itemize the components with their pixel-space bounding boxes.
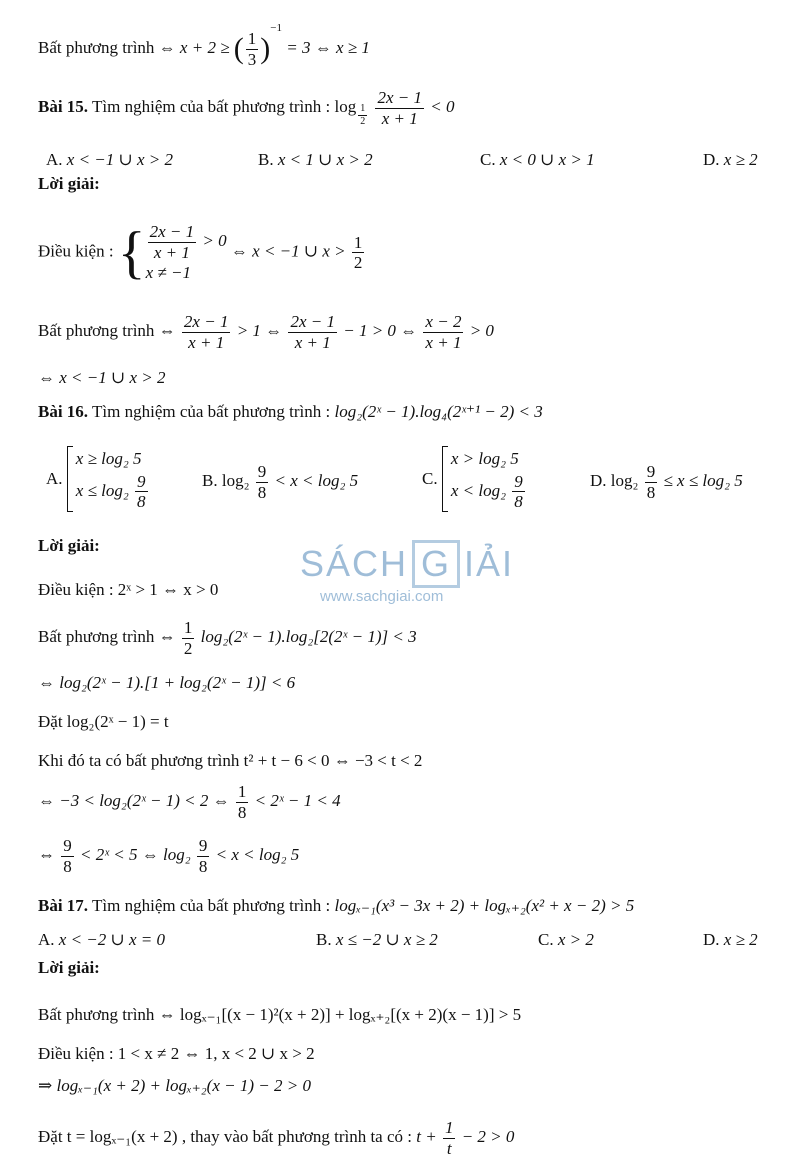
bai16-condition: Điều kiện : 2ˣ > 1 ⇔ x > 0: [38, 580, 219, 599]
bai16-step-4: Khi đó ta có bất phương trình t² + t − 6 < 0 ⇔ −3 < t < 2: [38, 751, 423, 770]
bai15-condition: Điều kiện : { $\frac{2x - 1}{x + 1}$ > 0 x ≠ −1 ⇔ x < −1 ∪ x > $\frac{1}{2}$: [38, 219, 363, 285]
condition-system: $\frac{2x - 1}{x + 1}$ > 0 x ≠ −1: [145, 222, 227, 283]
option-d: D. x ≥ 2: [703, 930, 758, 949]
solution-heading: Lời giải:: [38, 174, 100, 193]
option-c: C. x > 2: [538, 930, 594, 949]
bai16-step-6: ⇔ $\frac{9}{8}$ < 2ˣ < 5 ⇔ log₂ $\frac{9}{8}$ < x < log₂ 5: [38, 836, 300, 876]
problem-label: Bài 15.: [38, 96, 89, 116]
math-expr: < 0: [430, 96, 455, 116]
bai17-step-4: Đặt t = logₓ₋₁(x + 2) , thay vào bất phương trình ta có : t + $\frac{1}{t}$ − 2 > 0: [38, 1118, 515, 1158]
watermark: [300, 540, 514, 605]
bai16-step-3: Đặt log₂(2ˣ − 1) = t: [38, 712, 169, 731]
fraction: $\frac{1}{2}$: [353, 232, 363, 273]
log-base: $\frac{1}{2}$: [360, 103, 366, 127]
bai15-step: Bất phương trình ⇔ $\frac{2x - 1}{x + 1}$ > 1 ⇔ $\frac{2x - 1}{x + 1}$ − 1 > 0 ⇔ $\frac{x - 2}{x + 1}$ > 0: [38, 312, 494, 352]
bai15-question: [38, 88, 454, 128]
option-b: B. x ≤ −2 ∪ x ≥ 2: [316, 930, 438, 949]
bai17-question: [38, 896, 634, 916]
line-inequality-result: Bất phương trình ⇔ x + 2 ≥ ( $\frac{1}{3}$ )$^{-1}$ = 3 ⇔ x ≥ 1: [38, 22, 370, 69]
problem-label: Bài 16.: [38, 402, 89, 421]
math-expr: ⇔ x + 2 ≥: [158, 38, 230, 57]
option-c: C. x < 0 ∪ x > 1: [480, 150, 595, 169]
option-d: D. log₂ $\frac{9}{8}$ ≤ x ≤ log₂ 5: [590, 462, 743, 502]
solution-heading: Lời giải:: [38, 536, 100, 555]
bai15-final: ⇔ x < −1 ∪ x > 2: [38, 368, 166, 387]
watermark-url: www.sachgiai.com: [320, 588, 444, 605]
log-symbol: log: [334, 96, 357, 116]
option-c: C. x > log₂ 5 x < log₂ $\frac{9}{8}$: [422, 446, 527, 512]
exponent: −1: [270, 22, 282, 34]
fraction: $\frac{1}{3}$: [247, 29, 257, 69]
option-b: B. log₂ $\frac{9}{8}$ < x < log₂ 5: [202, 462, 359, 502]
option-a: A. x ≥ log₂ 5 x ≤ log₂ $\frac{9}{8}$: [46, 446, 150, 512]
math-expr: ⇔ x < −1 ∪ x >: [230, 241, 346, 261]
problem-text: Tìm nghiệm của bất phương trình :: [92, 896, 331, 915]
problem-text: Tìm nghiệm của bất phương trình :: [92, 96, 331, 116]
math-expr: log₂(2ˣ − 1).log₄(2ˣ⁺¹ − 2) < 3: [334, 402, 543, 421]
watermark-title: SÁCH G IẢI: [300, 540, 514, 588]
bai16-step-2: ⇔ log₂(2ˣ − 1).[1 + log₂(2ˣ − 1)] < 6: [38, 673, 296, 692]
math-expr: logₓ₋₁(x³ − 3x + 2) + logₓ₊₂(x² + x − 2) > 5: [334, 896, 635, 915]
text-lead: Điều kiện :: [38, 241, 114, 261]
text-lead: Bất phương trình: [38, 320, 155, 340]
option-b: B. x < 1 ∪ x > 2: [258, 150, 373, 169]
option-a: A. x < −1 ∪ x > 2: [46, 150, 174, 169]
bai17-step-3: ⇒ logₓ₋₁(x + 2) + logₓ₊₂(x − 1) − 2 > 0: [38, 1076, 311, 1095]
bai17-step-1: Bất phương trình ⇔ logₓ₋₁[(x − 1)²(x + 2)] + logₓ₊₂[(x + 2)(x − 1)] > 5: [38, 1005, 522, 1024]
bai16-question: [38, 402, 543, 422]
bai16-step-5: ⇔ −3 < log₂(2ˣ − 1) < 2 ⇔ $\frac{1}{8}$ < 2ˣ − 1 < 4: [38, 782, 341, 822]
fraction: $\frac{2x - 1}{x + 1}$: [377, 88, 422, 128]
problem-label: Bài 17.: [38, 896, 89, 915]
text-lead: Bất phương trình: [38, 38, 155, 57]
bai17-step-2: Điều kiện : 1 < x ≠ 2 ⇔ 1, x < 2 ∪ x > 2: [38, 1044, 315, 1063]
option-a: A. x < −2 ∪ x = 0: [38, 930, 166, 949]
bai16-step-1: Bất phương trình ⇔ $\frac{1}{2}$ log₂(2ˣ − 1).log₂[2(2ˣ − 1)] < 3: [38, 618, 417, 658]
option-d: D. x ≥ 2: [703, 150, 758, 169]
solution-heading: Lời giải:: [38, 958, 100, 977]
math-expr: = 3 ⇔ x ≥ 1: [286, 38, 370, 57]
problem-text: Tìm nghiệm của bất phương trình :: [92, 402, 331, 421]
